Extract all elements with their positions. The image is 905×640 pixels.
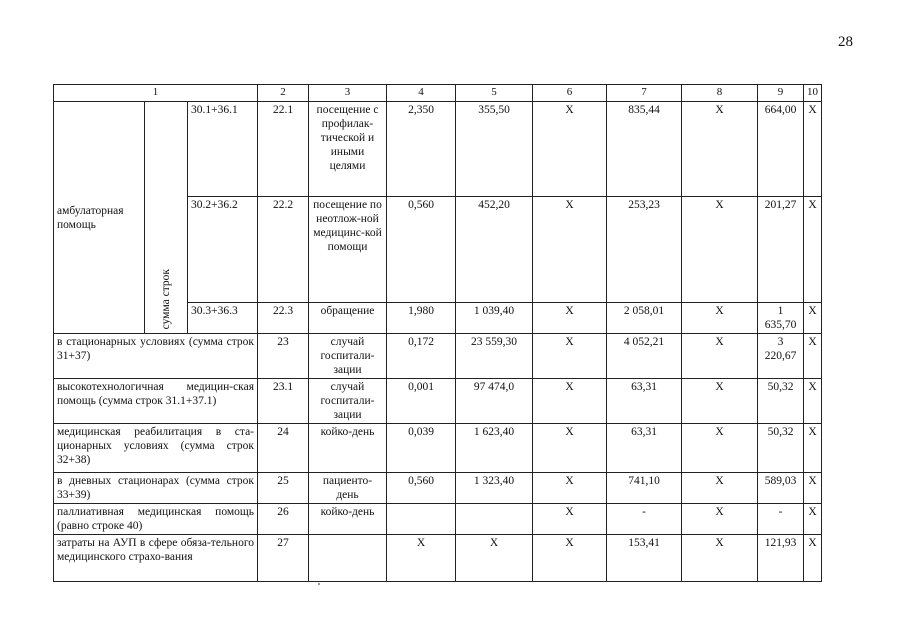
table-row [54, 379, 822, 424]
value-cell: 0,560 [387, 197, 456, 303]
value-cell: 201,27 [758, 197, 804, 303]
value-cell: X [533, 535, 607, 582]
value-cell: 3 220,67 [758, 334, 804, 379]
row-number: 25 [258, 473, 309, 504]
value-cell: X [533, 473, 607, 504]
value-cell: X [533, 197, 607, 303]
table-row [54, 424, 822, 473]
unit-cell: случай госпитали-зации [309, 334, 387, 379]
value-cell: X [533, 379, 607, 424]
row-label: высокотехнологичная медицин-ская помощь (сумма строк 31.1+37.1) [54, 379, 258, 424]
unit-cell: обращение [309, 303, 387, 334]
value-cell: 589,03 [758, 473, 804, 504]
row-reference: 30.2+36.2 [188, 197, 258, 303]
header-cell: 8 [682, 85, 758, 102]
header-cell: 7 [607, 85, 682, 102]
value-cell: 0,001 [387, 379, 456, 424]
header-cell: 9 [758, 85, 804, 102]
value-cell: X [804, 197, 822, 303]
unit-cell [309, 535, 387, 582]
value-cell: 63,31 [607, 424, 682, 473]
value-cell: X [804, 504, 822, 535]
value-cell: X [682, 473, 758, 504]
row-label: медицинская реабилитация в ста-ционарных условиях (сумма строк 32+38) [54, 424, 258, 473]
data-table [53, 84, 822, 582]
value-cell: 50,32 [758, 424, 804, 473]
value-cell: X [682, 535, 758, 582]
row-label: в дневных стационарах (сумма строк 33+39) [54, 473, 258, 504]
value-cell: X [682, 303, 758, 334]
value-cell: 0,172 [387, 334, 456, 379]
value-cell: 355,50 [456, 102, 533, 197]
value-cell: - [758, 504, 804, 535]
row-number: 26 [258, 504, 309, 535]
header-cell: 5 [456, 85, 533, 102]
unit-cell: койко-день [309, 504, 387, 535]
row-label: затраты на АУП в сфере обяза-тельного медицинского страхо-вания [54, 535, 258, 582]
value-cell [387, 504, 456, 535]
value-cell: 664,00 [758, 102, 804, 197]
row-number: 24 [258, 424, 309, 473]
page-number: 28 [838, 34, 853, 50]
value-cell: X [682, 197, 758, 303]
row-reference: 30.1+36.1 [188, 102, 258, 197]
table-row [54, 334, 822, 379]
value-cell: X [533, 102, 607, 197]
value-cell: X [804, 102, 822, 197]
row-label: в стационарных условиях (сумма строк 31+37) [54, 334, 258, 379]
value-cell: X [804, 334, 822, 379]
scan-speck [318, 583, 320, 585]
unit-cell: случай госпитали-зации [309, 379, 387, 424]
value-cell: 50,32 [758, 379, 804, 424]
unit-cell: койко-день [309, 424, 387, 473]
header-cell: 10 [804, 85, 822, 102]
table-row [54, 535, 822, 582]
unit-cell: посещение с профилак-тической и иными целями [309, 102, 387, 197]
row-number: 23 [258, 334, 309, 379]
value-cell: X [387, 535, 456, 582]
value-cell: X [804, 379, 822, 424]
value-cell: X [456, 535, 533, 582]
value-cell: 2,350 [387, 102, 456, 197]
value-cell: 452,20 [456, 197, 533, 303]
row-number: 23.1 [258, 379, 309, 424]
header-cell: 3 [309, 85, 387, 102]
value-cell: 253,23 [607, 197, 682, 303]
value-cell: 1 323,40 [456, 473, 533, 504]
value-cell: 0,560 [387, 473, 456, 504]
value-cell: 0,039 [387, 424, 456, 473]
value-cell: X [804, 535, 822, 582]
value-cell: 835,44 [607, 102, 682, 197]
value-cell: X [533, 334, 607, 379]
value-cell: X [682, 334, 758, 379]
value-cell: X [682, 102, 758, 197]
value-cell: 121,93 [758, 535, 804, 582]
value-cell: 4 052,21 [607, 334, 682, 379]
unit-cell: посещение по неотлож-ной медицинс-кой помощи [309, 197, 387, 303]
table-row [54, 102, 822, 197]
value-cell: X [533, 303, 607, 334]
value-cell: 1 623,40 [456, 424, 533, 473]
table-row [54, 473, 822, 504]
row-number: 27 [258, 535, 309, 582]
header-cell: 4 [387, 85, 456, 102]
value-cell: X [682, 379, 758, 424]
row-reference: 30.3+36.3 [188, 303, 258, 334]
value-cell: X [682, 504, 758, 535]
value-cell: X [682, 424, 758, 473]
ambulatory-label: амбулаторная помощь [54, 102, 145, 334]
unit-cell: пациенто-день [309, 473, 387, 504]
value-cell: 1,980 [387, 303, 456, 334]
value-cell: X [804, 424, 822, 473]
row-label: паллиативная медицинская помощь (равно строке 40) [54, 504, 258, 535]
value-cell: - [607, 504, 682, 535]
value-cell: 153,41 [607, 535, 682, 582]
row-number: 22.2 [258, 197, 309, 303]
header-row [54, 85, 822, 102]
header-cell: 6 [533, 85, 607, 102]
value-cell: X [533, 504, 607, 535]
value-cell: 1 635,70 [758, 303, 804, 334]
table-row [54, 504, 822, 535]
value-cell: 2 058,01 [607, 303, 682, 334]
value-cell: 97 474,0 [456, 379, 533, 424]
header-cell: 1 [54, 85, 258, 102]
header-cell: 2 [258, 85, 309, 102]
value-cell: 23 559,30 [456, 334, 533, 379]
value-cell: X [804, 303, 822, 334]
row-number: 22.3 [258, 303, 309, 334]
value-cell: 741,10 [607, 473, 682, 504]
ambulatory-sublabel: сумма строк [145, 102, 188, 334]
value-cell: 63,31 [607, 379, 682, 424]
value-cell [456, 504, 533, 535]
row-number: 22.1 [258, 102, 309, 197]
value-cell: X [804, 473, 822, 504]
value-cell: 1 039,40 [456, 303, 533, 334]
value-cell: X [533, 424, 607, 473]
